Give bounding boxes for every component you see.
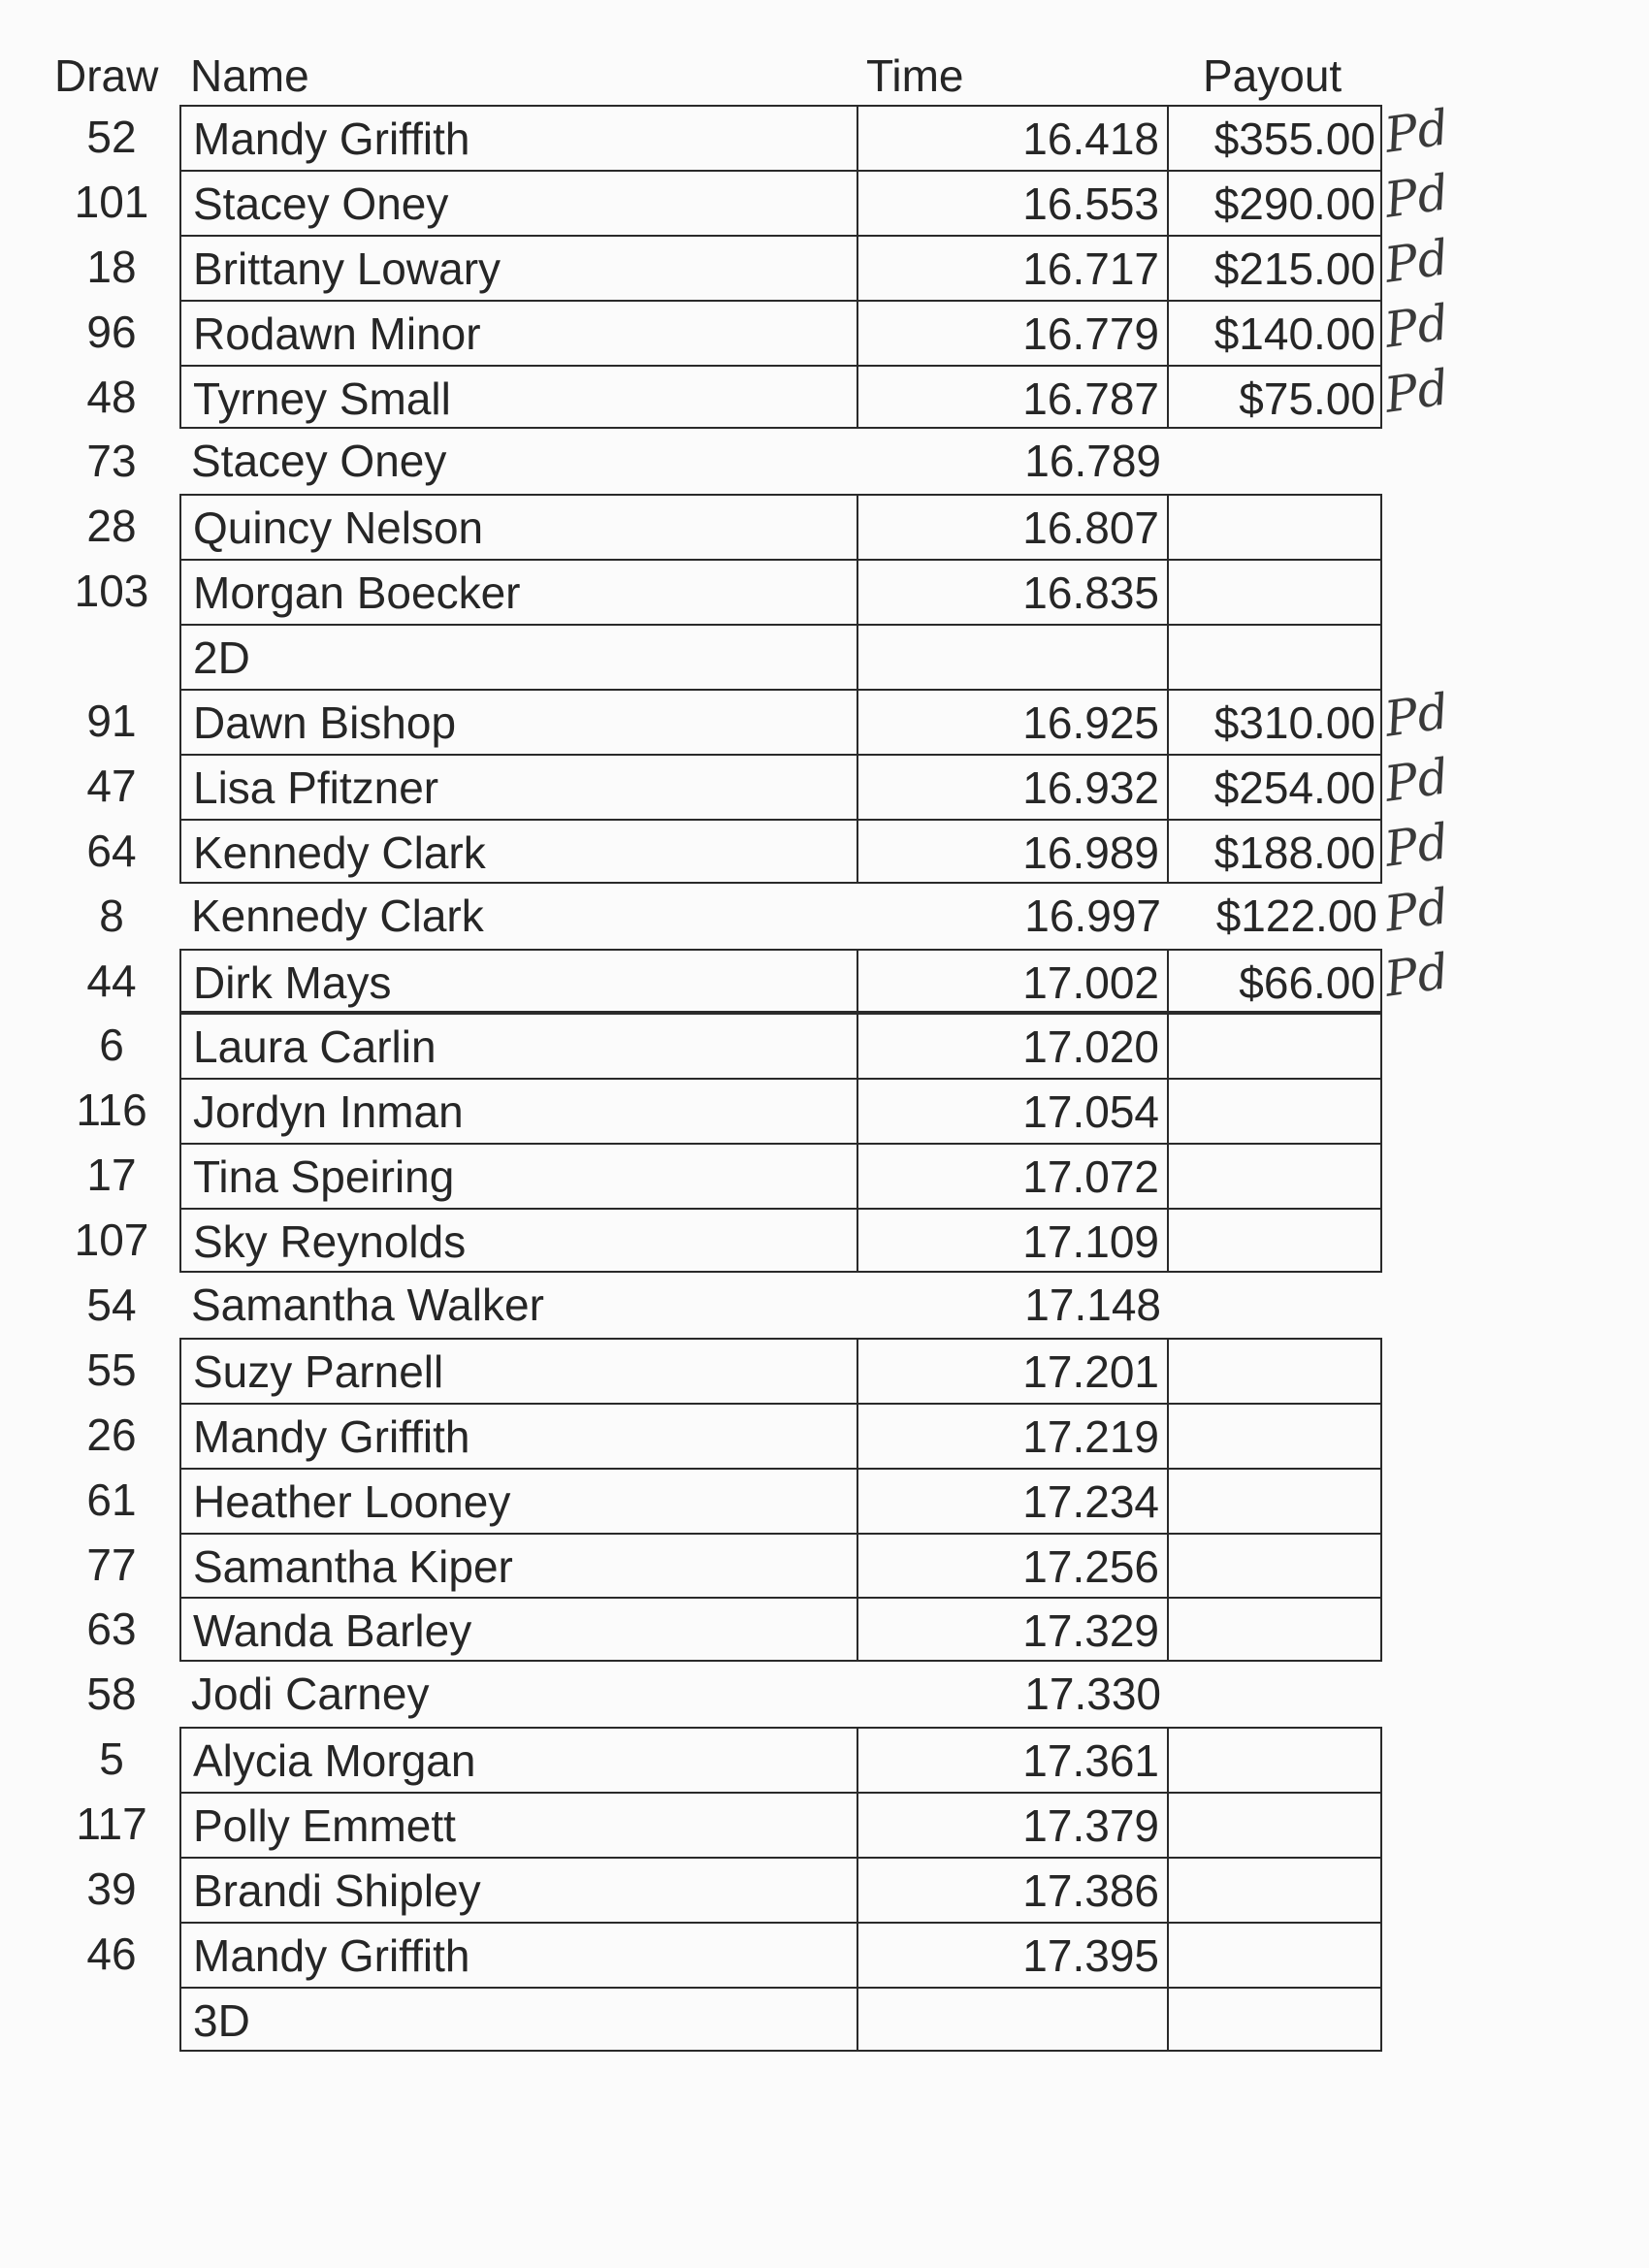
table-row (0, 1597, 1649, 1662)
run-time: 17.072 (858, 1143, 1169, 1208)
table-row (0, 1662, 1649, 1727)
table-row (0, 559, 1649, 624)
payout-amount (1169, 1013, 1382, 1078)
contestant-name: Mandy Griffith (179, 1403, 858, 1468)
paid-mark: Pd (1380, 293, 1453, 359)
payout-amount (1169, 1468, 1382, 1533)
table-row (0, 812, 1649, 884)
contestant-name: Tyrney Small (179, 365, 858, 430)
table-row (0, 1208, 1649, 1273)
contestant-name: Samantha Kiper (179, 1533, 858, 1598)
paid-mark: Pd (1380, 683, 1453, 748)
header-name: Name (190, 50, 309, 101)
run-time: 17.329 (858, 1597, 1169, 1662)
contestant-name: Morgan Boecker (179, 559, 858, 624)
draw-number: 48 (86, 371, 137, 422)
draw-number (48, 1987, 175, 2052)
payout-amount: $310.00 (1169, 689, 1382, 754)
table-row (0, 942, 1649, 1014)
contestant-name: Mandy Griffith (179, 105, 858, 170)
table-row (0, 1273, 1649, 1338)
payout-amount: $355.00 (1169, 105, 1382, 170)
payout-amount (1169, 1403, 1382, 1468)
results-table (0, 99, 1649, 2052)
contestant-name: 3D (179, 1987, 858, 2052)
draw-number: 103 (74, 566, 149, 617)
draw-number: 117 (76, 1798, 147, 1850)
run-time: 17.054 (858, 1078, 1169, 1143)
table-row (0, 293, 1649, 365)
contestant-name: Samantha Walker (191, 1280, 544, 1331)
contestant-name: Suzy Parnell (179, 1338, 858, 1403)
contestant-name: Brittany Lowary (179, 235, 858, 300)
payout-amount (1169, 624, 1382, 689)
table-row (0, 1987, 1649, 2052)
run-time: 16.717 (858, 235, 1169, 300)
table-row (0, 429, 1649, 494)
run-time: 16.997 (1024, 890, 1161, 941)
payout-amount: $140.00 (1169, 300, 1382, 365)
payout-amount (1169, 1078, 1382, 1143)
payout-amount: $75.00 (1169, 365, 1382, 430)
run-time: 17.002 (858, 949, 1169, 1014)
run-time: 17.148 (1024, 1280, 1161, 1331)
table-row (0, 1078, 1649, 1143)
payout-amount (1169, 1792, 1382, 1857)
draw-number: 116 (76, 1085, 147, 1136)
header-time: Time (866, 50, 964, 101)
contestant-name: Polly Emmett (179, 1792, 858, 1857)
contestant-name: Jodi Carney (191, 1669, 430, 1720)
paid-mark: Pd (1380, 877, 1453, 943)
run-time: 16.789 (1024, 436, 1161, 487)
run-time: 16.779 (858, 300, 1169, 365)
run-time: 17.330 (1024, 1669, 1161, 1720)
table-row (0, 1922, 1649, 1987)
paid-mark: Pd (1380, 164, 1453, 229)
payout-amount: $66.00 (1169, 949, 1382, 1014)
draw-number: 101 (74, 176, 149, 227)
draw-number: 73 (86, 436, 137, 487)
table-row (0, 1533, 1649, 1598)
draw-number: 39 (86, 1863, 137, 1915)
payout-amount (1169, 494, 1382, 559)
contestant-name: Dawn Bishop (179, 689, 858, 754)
run-time: 17.256 (858, 1533, 1169, 1598)
table-row (0, 1727, 1649, 1792)
contestant-name: Dirk Mays (179, 949, 858, 1014)
run-time: 17.395 (858, 1922, 1169, 1987)
draw-number: 55 (86, 1344, 137, 1395)
table-row (0, 1338, 1649, 1403)
draw-number: 5 (99, 1733, 124, 1785)
payout-amount (1169, 1662, 1382, 1727)
payout-amount (1169, 1922, 1382, 1987)
table-row (0, 228, 1649, 300)
paid-mark: Pd (1380, 812, 1453, 878)
run-time: 17.234 (858, 1468, 1169, 1533)
table-row (0, 494, 1649, 559)
draw-number: 44 (86, 955, 137, 1006)
header-draw: Draw (54, 50, 159, 101)
payout-amount: $254.00 (1169, 754, 1382, 819)
payout-amount: $122.00 (1215, 890, 1377, 941)
run-time: 16.989 (858, 819, 1169, 884)
run-time: 16.835 (858, 559, 1169, 624)
payout-amount: $215.00 (1169, 235, 1382, 300)
paid-mark: Pd (1380, 748, 1453, 813)
contestant-name: Stacey Oney (191, 436, 447, 487)
draw-number: 8 (99, 890, 124, 941)
table-row (0, 1857, 1649, 1922)
run-time: 16.787 (858, 365, 1169, 430)
contestant-name: Quincy Nelson (179, 494, 858, 559)
contestant-name: Kennedy Clark (179, 819, 858, 884)
table-row (0, 99, 1649, 170)
payout-amount (1169, 1987, 1382, 2052)
payout-amount (1169, 1143, 1382, 1208)
table-row (0, 1013, 1649, 1078)
payout-amount (1169, 559, 1382, 624)
payout-amount: $188.00 (1169, 819, 1382, 884)
payout-amount (1169, 429, 1382, 494)
run-time: 16.807 (858, 494, 1169, 559)
table-row (0, 1403, 1649, 1468)
run-time: 17.379 (858, 1792, 1169, 1857)
draw-number: 77 (86, 1539, 137, 1590)
draw-number: 96 (86, 306, 137, 357)
draw-number: 26 (86, 1409, 137, 1460)
table-row (0, 1468, 1649, 1533)
contestant-name: Alycia Morgan (179, 1727, 858, 1792)
draw-number: 91 (86, 696, 137, 747)
draw-number: 58 (86, 1669, 137, 1720)
draw-number: 47 (86, 760, 137, 811)
draw-number: 107 (74, 1215, 149, 1266)
run-time (858, 624, 1169, 689)
table-row (0, 1792, 1649, 1857)
draw-number: 54 (86, 1280, 137, 1331)
table-row (0, 1143, 1649, 1208)
contestant-name: Heather Looney (179, 1468, 858, 1533)
draw-number: 18 (86, 241, 137, 292)
draw-number: 64 (86, 825, 137, 876)
paid-mark: Pd (1380, 942, 1453, 1008)
paid-mark: Pd (1380, 358, 1453, 424)
paid-mark: Pd (1380, 99, 1453, 164)
run-time: 16.418 (858, 105, 1169, 170)
run-time: 17.219 (858, 1403, 1169, 1468)
contestant-name: Brandi Shipley (179, 1857, 858, 1922)
contestant-name: Stacey Oney (179, 170, 858, 235)
run-time: 16.932 (858, 754, 1169, 819)
draw-number: 52 (86, 112, 137, 162)
payout-amount (1169, 1727, 1382, 1792)
contestant-name: Lisa Pfitzner (179, 754, 858, 819)
table-row (0, 877, 1649, 949)
run-time: 17.361 (858, 1727, 1169, 1792)
table-row (0, 624, 1649, 689)
payout-amount: $290.00 (1169, 170, 1382, 235)
table-row (0, 683, 1649, 754)
run-time: 17.020 (858, 1013, 1169, 1078)
payout-amount (1169, 1533, 1382, 1598)
draw-number: 28 (86, 501, 137, 552)
contestant-name: Rodawn Minor (179, 300, 858, 365)
contestant-name: 2D (179, 624, 858, 689)
payout-amount (1169, 1273, 1382, 1338)
header-payout: Payout (1203, 50, 1342, 101)
run-time (858, 1987, 1169, 2052)
contestant-name: Tina Speiring (179, 1143, 858, 1208)
table-row (0, 164, 1649, 235)
run-time: 17.386 (858, 1857, 1169, 1922)
table-row (0, 358, 1649, 430)
draw-number: 46 (86, 1928, 137, 1979)
draw-number: 17 (86, 1150, 137, 1201)
draw-number: 61 (86, 1474, 137, 1525)
run-time: 17.109 (858, 1208, 1169, 1273)
paid-mark: Pd (1380, 228, 1453, 294)
run-time: 16.925 (858, 689, 1169, 754)
draw-number: 6 (99, 1020, 124, 1071)
draw-number (48, 624, 175, 689)
payout-amount (1169, 1857, 1382, 1922)
contestant-name: Mandy Griffith (179, 1922, 858, 1987)
contestant-name: Sky Reynolds (179, 1208, 858, 1273)
run-time: 16.553 (858, 170, 1169, 235)
payout-amount (1169, 1338, 1382, 1403)
payout-amount (1169, 1597, 1382, 1662)
table-row (0, 748, 1649, 819)
contestant-name: Jordyn Inman (179, 1078, 858, 1143)
run-time: 17.201 (858, 1338, 1169, 1403)
payout-amount (1169, 1208, 1382, 1273)
contestant-name: Wanda Barley (179, 1597, 858, 1662)
draw-number: 63 (86, 1604, 137, 1655)
contestant-name: Laura Carlin (179, 1013, 858, 1078)
contestant-name: Kennedy Clark (191, 890, 484, 941)
